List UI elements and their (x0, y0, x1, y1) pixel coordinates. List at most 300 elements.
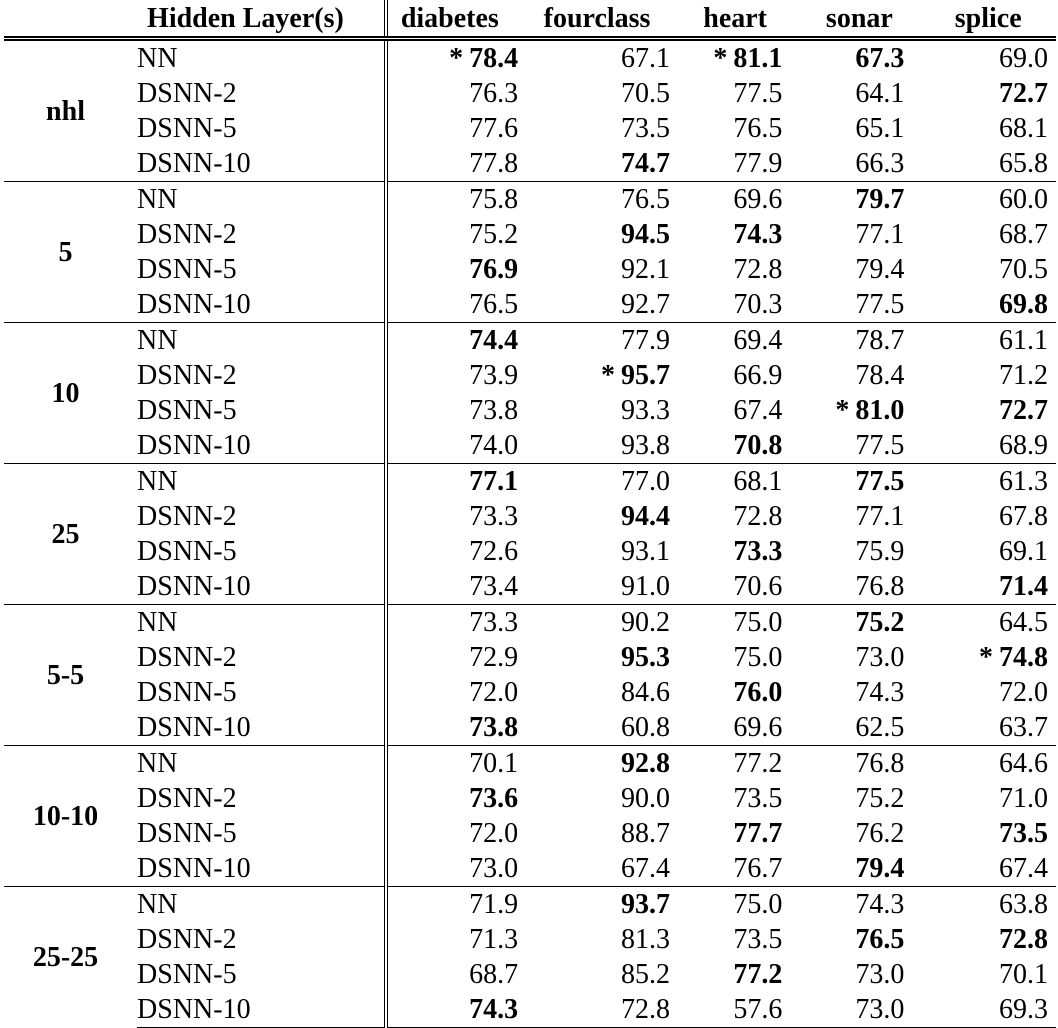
model-name-cell: DSNN-5 (137, 534, 385, 569)
score-cell-diabetes (386, 816, 523, 851)
score-value: 68.1 (733, 466, 783, 497)
score-cell-heart (682, 640, 798, 675)
best-overall-star-icon: * (449, 43, 464, 74)
best-score-value: 69.8 (999, 289, 1048, 320)
score-cell-diabetes (386, 887, 523, 923)
score-cell-diabetes (386, 534, 523, 569)
model-name-cell: DSNN-10 (137, 992, 385, 1028)
score-value: 77.1 (855, 501, 905, 532)
model-name-cell: DSNN-5 (137, 111, 385, 146)
score-cell-heart (682, 887, 798, 923)
score-cell-heart (682, 464, 798, 500)
model-name-cell: DSNN-5 (137, 675, 385, 710)
score-cell-diabetes (386, 922, 523, 957)
table-row (4, 569, 1056, 605)
score-cell-sonar (798, 146, 930, 182)
score-value: 62.5 (855, 712, 905, 743)
score-value: 67.1 (620, 43, 670, 74)
score-value: 77.0 (620, 466, 670, 497)
best-score-value: 76.9 (469, 254, 519, 285)
score-cell-sonar (798, 957, 930, 992)
score-value: 61.1 (999, 325, 1048, 356)
score-cell-splice (930, 182, 1056, 218)
score-cell-fourclass (522, 675, 682, 710)
table-row (4, 111, 1056, 146)
score-cell-fourclass (522, 217, 682, 252)
best-score-value: 78.4 (469, 43, 519, 74)
score-cell-fourclass (522, 957, 682, 992)
score-cell-heart (682, 781, 798, 816)
score-value: 73.0 (855, 959, 905, 990)
score-cell-heart (682, 605, 798, 641)
score-value: 70.6 (733, 571, 783, 602)
model-name-cell: DSNN-5 (137, 252, 385, 287)
score-value: 64.1 (855, 78, 905, 109)
table-row (4, 39, 1056, 77)
score-cell-heart (682, 287, 798, 323)
score-value: 70.5 (999, 254, 1048, 285)
table-row (4, 358, 1056, 393)
score-value: 70.1 (999, 959, 1048, 990)
best-score-value: 76.0 (733, 677, 783, 708)
best-score-value: 67.3 (855, 43, 905, 74)
score-value: 73.5 (733, 783, 783, 814)
table-header (4, 0, 1056, 39)
score-cell-diabetes (386, 146, 523, 182)
score-cell-diabetes (386, 464, 523, 500)
score-value: 76.8 (855, 571, 905, 602)
score-value: 73.5 (620, 113, 670, 144)
score-cell-sonar (798, 393, 930, 428)
best-score-value: 71.4 (999, 571, 1048, 602)
score-value: 72.0 (999, 677, 1048, 708)
table-row (4, 323, 1056, 359)
best-score-value: 73.8 (469, 712, 519, 743)
score-cell-splice (930, 710, 1056, 746)
table-row (4, 428, 1056, 464)
score-cell-fourclass (522, 569, 682, 605)
model-name-cell: DSNN-2 (137, 217, 385, 252)
score-value: 67.4 (999, 853, 1048, 884)
score-cell-fourclass (522, 323, 682, 359)
best-score-value: 72.7 (999, 78, 1048, 109)
score-cell-heart (682, 816, 798, 851)
score-cell-fourclass (522, 887, 682, 923)
header-row (4, 0, 1056, 39)
hidden-layer-group-label: 5 (4, 182, 137, 323)
score-value: 69.3 (999, 994, 1048, 1025)
best-score-value: 77.5 (855, 466, 905, 497)
score-value: 75.0 (733, 889, 783, 920)
score-cell-heart (682, 569, 798, 605)
score-cell-fourclass (522, 640, 682, 675)
score-value: 69.4 (733, 325, 783, 356)
score-value: 73.5 (733, 924, 783, 955)
header-sonar: sonar (798, 0, 930, 39)
score-cell-sonar (798, 887, 930, 923)
score-cell-diabetes (386, 710, 523, 746)
score-cell-splice (930, 640, 1056, 675)
score-value: 92.1 (620, 254, 670, 285)
score-value: 70.3 (733, 289, 783, 320)
score-value: 71.9 (469, 889, 519, 920)
score-cell-heart (682, 922, 798, 957)
table-row (4, 640, 1056, 675)
score-cell-splice (930, 605, 1056, 641)
score-cell-sonar (798, 781, 930, 816)
model-name-cell: DSNN-2 (137, 499, 385, 534)
score-cell-sonar (798, 746, 930, 782)
score-cell-fourclass (522, 464, 682, 500)
score-cell-sonar (798, 323, 930, 359)
score-cell-splice (930, 992, 1056, 1028)
hidden-layer-group-label: 25 (4, 464, 137, 605)
score-value: 73.9 (469, 360, 519, 391)
score-value: 67.4 (620, 853, 670, 884)
score-cell-fourclass (522, 428, 682, 464)
score-value: 70.1 (469, 748, 519, 779)
score-value: 73.4 (469, 571, 519, 602)
score-value: 78.7 (855, 325, 905, 356)
score-cell-sonar (798, 534, 930, 569)
score-value: 77.5 (733, 78, 783, 109)
table-row (4, 182, 1056, 218)
score-value: 66.9 (733, 360, 783, 391)
score-value: 68.7 (469, 959, 519, 990)
model-name-cell: NN (137, 39, 385, 77)
score-cell-diabetes (386, 252, 523, 287)
score-value: 64.6 (999, 748, 1048, 779)
score-cell-heart (682, 111, 798, 146)
best-score-value: 95.7 (620, 360, 670, 391)
score-cell-diabetes (386, 428, 523, 464)
table-row (4, 393, 1056, 428)
score-cell-sonar (798, 76, 930, 111)
score-cell-heart (682, 146, 798, 182)
best-score-value: 73.3 (733, 536, 783, 567)
score-value: 76.5 (620, 184, 670, 215)
score-cell-splice (930, 464, 1056, 500)
best-score-value: 93.7 (620, 889, 670, 920)
score-cell-splice (930, 76, 1056, 111)
score-value: 61.3 (999, 466, 1048, 497)
score-value: 76.5 (733, 113, 783, 144)
score-value: 77.5 (855, 430, 905, 461)
score-cell-heart (682, 358, 798, 393)
score-cell-fourclass (522, 710, 682, 746)
header-group-cell (4, 0, 137, 39)
score-cell-heart (682, 39, 798, 77)
score-cell-heart (682, 393, 798, 428)
score-value: 77.8 (469, 148, 519, 179)
table-row (4, 675, 1056, 710)
best-score-value: 81.0 (855, 395, 905, 426)
model-name-cell: DSNN-2 (137, 76, 385, 111)
score-value: 72.8 (733, 254, 783, 285)
score-value: 74.3 (855, 889, 905, 920)
score-cell-splice (930, 252, 1056, 287)
score-value: 77.9 (620, 325, 670, 356)
score-value: 76.3 (469, 78, 519, 109)
score-cell-heart (682, 499, 798, 534)
score-value: 77.6 (469, 113, 519, 144)
score-value: 76.8 (855, 748, 905, 779)
table-row (4, 851, 1056, 887)
score-value: 63.8 (999, 889, 1048, 920)
score-value: 81.3 (620, 924, 670, 955)
score-value: 72.8 (733, 501, 783, 532)
best-score-value: 75.2 (855, 607, 905, 638)
hidden-layer-group-label: 10 (4, 323, 137, 464)
score-cell-fourclass (522, 146, 682, 182)
best-score-value: 77.2 (733, 959, 783, 990)
score-cell-splice (930, 534, 1056, 569)
score-value: 72.6 (469, 536, 519, 567)
score-cell-diabetes (386, 323, 523, 359)
table-body (4, 39, 1056, 1028)
best-score-value: 94.5 (620, 219, 670, 250)
model-name-cell: NN (137, 605, 385, 641)
score-cell-fourclass (522, 358, 682, 393)
score-cell-splice (930, 887, 1056, 923)
score-cell-splice (930, 393, 1056, 428)
model-name-cell: DSNN-5 (137, 393, 385, 428)
score-cell-fourclass (522, 851, 682, 887)
table-row (4, 957, 1056, 992)
table-row (4, 816, 1056, 851)
model-name-cell: DSNN-5 (137, 816, 385, 851)
score-cell-fourclass (522, 182, 682, 218)
score-cell-sonar (798, 816, 930, 851)
score-cell-diabetes (386, 287, 523, 323)
score-value: 73.0 (855, 994, 905, 1025)
score-value: 93.3 (620, 395, 670, 426)
score-value: 93.1 (620, 536, 670, 567)
score-cell-sonar (798, 675, 930, 710)
model-name-cell: DSNN-2 (137, 922, 385, 957)
hidden-layer-group-label: nhl (4, 39, 137, 182)
hidden-layer-group-label: 10-10 (4, 746, 137, 887)
score-value: 73.3 (469, 607, 519, 638)
score-cell-fourclass (522, 816, 682, 851)
score-cell-sonar (798, 710, 930, 746)
score-cell-heart (682, 534, 798, 569)
score-cell-heart (682, 428, 798, 464)
score-cell-diabetes (386, 957, 523, 992)
score-cell-splice (930, 287, 1056, 323)
score-value: 76.7 (733, 853, 783, 884)
table-row (4, 710, 1056, 746)
score-cell-heart (682, 217, 798, 252)
score-value: 73.3 (469, 501, 519, 532)
best-score-value: 77.7 (733, 818, 783, 849)
score-value: 78.4 (855, 360, 905, 391)
model-name-cell: NN (137, 887, 385, 923)
score-value: 74.0 (469, 430, 519, 461)
score-value: 60.0 (999, 184, 1048, 215)
best-score-value: 72.7 (999, 395, 1048, 426)
score-cell-sonar (798, 499, 930, 534)
table-row (4, 534, 1056, 569)
score-value: 85.2 (620, 959, 670, 990)
table-row (4, 287, 1056, 323)
best-score-value: 95.3 (620, 642, 670, 673)
score-cell-fourclass (522, 252, 682, 287)
score-value: 90.2 (620, 607, 670, 638)
score-cell-diabetes (386, 640, 523, 675)
score-cell-diabetes (386, 992, 523, 1028)
score-cell-splice (930, 675, 1056, 710)
score-value: 75.8 (469, 184, 519, 215)
score-cell-heart (682, 76, 798, 111)
score-value: 69.6 (733, 184, 783, 215)
score-value: 57.6 (733, 994, 783, 1025)
score-cell-splice (930, 39, 1056, 77)
model-name-cell: NN (137, 746, 385, 782)
score-value: 71.0 (999, 783, 1048, 814)
table-row (4, 781, 1056, 816)
score-value: 69.6 (733, 712, 783, 743)
score-cell-sonar (798, 39, 930, 77)
score-value: 67.4 (733, 395, 783, 426)
score-cell-heart (682, 675, 798, 710)
score-cell-splice (930, 816, 1056, 851)
score-cell-sonar (798, 111, 930, 146)
score-cell-sonar (798, 428, 930, 464)
best-overall-star-icon: * (979, 642, 993, 673)
score-value: 75.2 (855, 783, 905, 814)
score-cell-diabetes (386, 746, 523, 782)
hidden-layer-group-label: 25-25 (4, 887, 137, 1028)
score-cell-sonar (798, 287, 930, 323)
score-value: 73.0 (855, 642, 905, 673)
score-cell-fourclass (522, 393, 682, 428)
score-value: 79.4 (855, 254, 905, 285)
score-value: 74.3 (855, 677, 905, 708)
best-score-value: 73.5 (999, 818, 1048, 849)
best-score-value: 72.8 (999, 924, 1048, 955)
score-cell-fourclass (522, 287, 682, 323)
table-row (4, 76, 1056, 111)
score-cell-sonar (798, 182, 930, 218)
score-cell-splice (930, 922, 1056, 957)
score-cell-sonar (798, 851, 930, 887)
table-row (4, 252, 1056, 287)
score-value: 75.2 (469, 219, 519, 250)
best-score-value: 74.3 (469, 994, 519, 1025)
header-hidden-layers: Hidden Layer(s) (137, 0, 385, 39)
score-value: 73.8 (469, 395, 519, 426)
score-cell-fourclass (522, 499, 682, 534)
best-overall-star-icon: * (600, 360, 615, 391)
score-value: 69.0 (999, 43, 1048, 74)
score-value: 77.5 (855, 289, 905, 320)
best-score-value: 79.7 (855, 184, 905, 215)
score-cell-fourclass (522, 781, 682, 816)
score-value: 68.1 (999, 113, 1048, 144)
score-cell-sonar (798, 992, 930, 1028)
table-row (4, 217, 1056, 252)
model-name-cell: DSNN-5 (137, 957, 385, 992)
score-cell-splice (930, 358, 1056, 393)
score-cell-diabetes (386, 111, 523, 146)
best-score-value: 70.8 (733, 430, 783, 461)
score-value: 66.3 (855, 148, 905, 179)
table-row (4, 887, 1056, 923)
score-cell-splice (930, 217, 1056, 252)
score-value: 72.0 (469, 818, 519, 849)
model-name-cell: NN (137, 464, 385, 500)
score-value: 75.0 (733, 642, 783, 673)
score-value: 84.6 (620, 677, 670, 708)
score-cell-sonar (798, 605, 930, 641)
score-value: 77.2 (733, 748, 783, 779)
score-value: 65.8 (999, 148, 1048, 179)
model-name-cell: DSNN-10 (137, 710, 385, 746)
header-fourclass: fourclass (522, 0, 682, 39)
score-cell-diabetes (386, 358, 523, 393)
score-cell-sonar (798, 252, 930, 287)
score-cell-splice (930, 428, 1056, 464)
best-overall-star-icon: * (713, 43, 728, 74)
model-name-cell: DSNN-10 (137, 428, 385, 464)
score-value: 77.9 (733, 148, 783, 179)
score-cell-fourclass (522, 39, 682, 77)
score-value: 91.0 (620, 571, 670, 602)
score-value: 70.5 (620, 78, 670, 109)
best-score-value: 74.4 (469, 325, 519, 356)
header-diabetes: diabetes (386, 0, 523, 39)
best-score-value: 94.4 (620, 501, 670, 532)
best-score-value: 92.8 (620, 748, 670, 779)
score-cell-fourclass (522, 992, 682, 1028)
score-value: 71.3 (469, 924, 519, 955)
score-cell-diabetes (386, 781, 523, 816)
score-value: 72.8 (620, 994, 670, 1025)
score-cell-fourclass (522, 605, 682, 641)
table-row (4, 464, 1056, 500)
score-cell-sonar (798, 217, 930, 252)
score-cell-sonar (798, 640, 930, 675)
model-name-cell: DSNN-2 (137, 358, 385, 393)
score-cell-diabetes (386, 76, 523, 111)
score-cell-splice (930, 781, 1056, 816)
hidden-layer-group-label: 5-5 (4, 605, 137, 746)
score-value: 76.5 (469, 289, 519, 320)
score-cell-splice (930, 851, 1056, 887)
score-value: 67.8 (999, 501, 1048, 532)
score-value: 77.1 (855, 219, 905, 250)
model-name-cell: DSNN-10 (137, 287, 385, 323)
header-heart: heart (682, 0, 798, 39)
score-value: 75.9 (855, 536, 905, 567)
score-cell-heart (682, 746, 798, 782)
score-cell-splice (930, 957, 1056, 992)
model-name-cell: DSNN-10 (137, 851, 385, 887)
table-row (4, 146, 1056, 182)
score-cell-diabetes (386, 851, 523, 887)
score-value: 73.0 (469, 853, 519, 884)
score-value: 60.8 (620, 712, 670, 743)
score-cell-heart (682, 323, 798, 359)
score-cell-splice (930, 111, 1056, 146)
score-value: 64.5 (999, 607, 1048, 638)
table-row (4, 499, 1056, 534)
score-cell-heart (682, 851, 798, 887)
score-cell-diabetes (386, 182, 523, 218)
score-value: 76.2 (855, 818, 905, 849)
score-value: 71.2 (999, 360, 1048, 391)
